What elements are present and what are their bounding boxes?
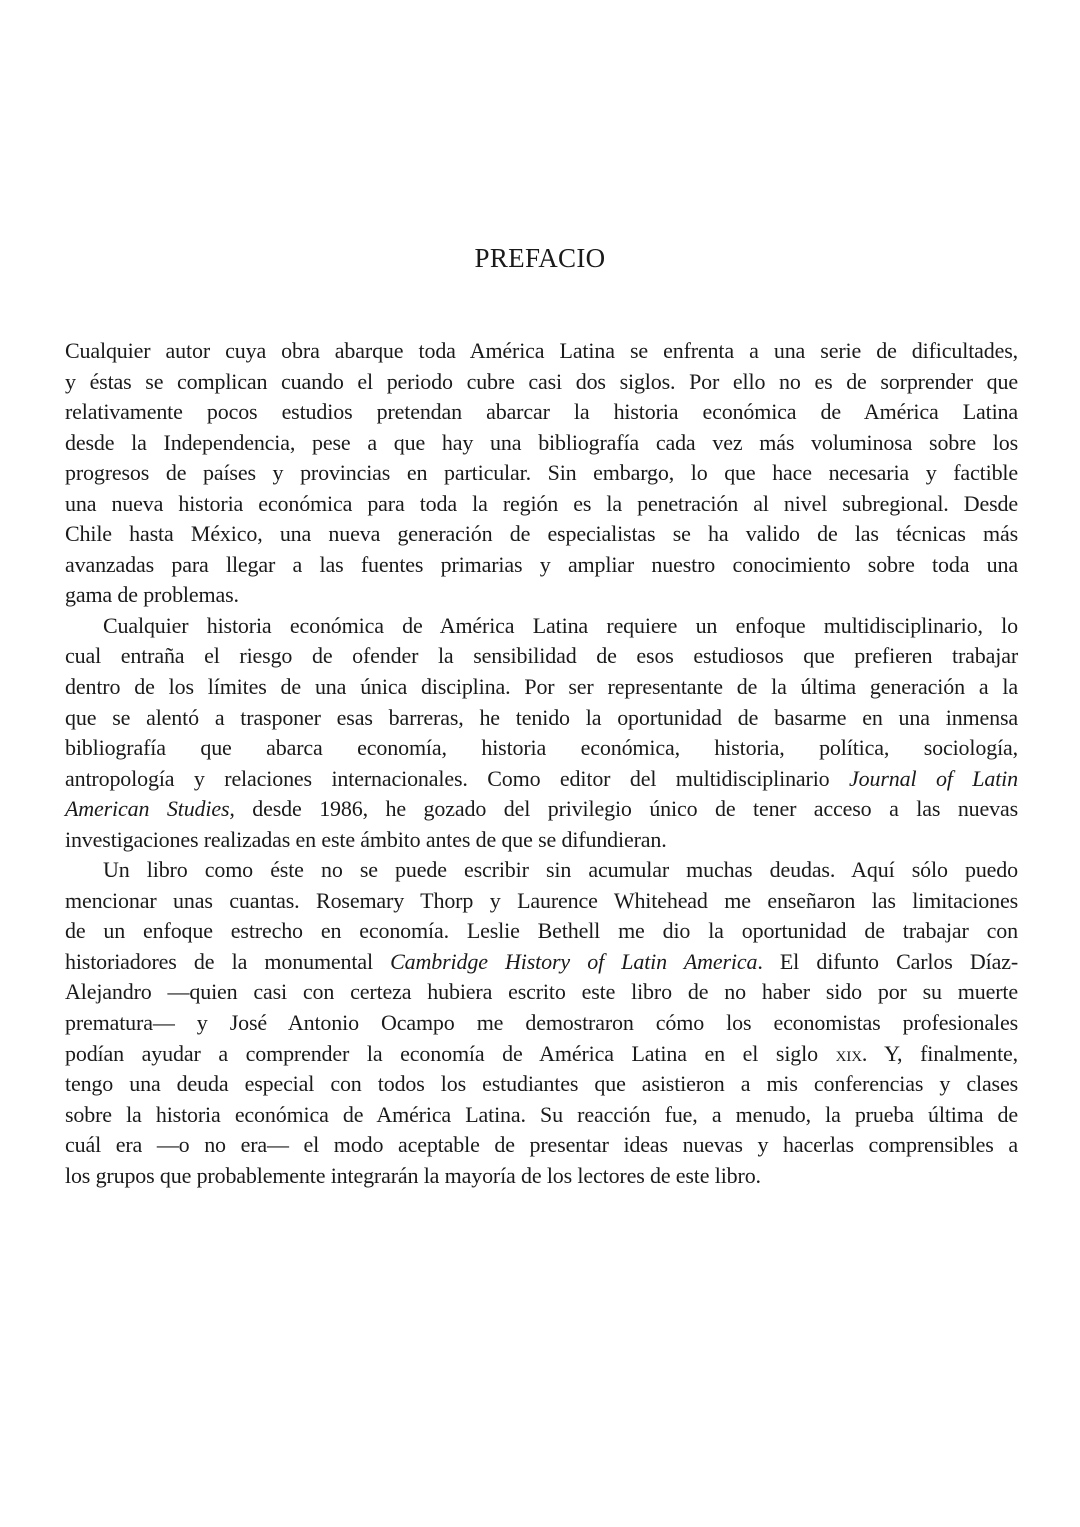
italic-title-text: Journal of Latin xyxy=(849,765,1018,791)
paragraph xyxy=(65,611,1018,855)
text-line xyxy=(65,1069,1018,1100)
text-segment: los grupos que probablemente integrarán la mayoría de los lectores de este libro. xyxy=(65,1162,761,1188)
text-segment: gama de problemas. xyxy=(65,582,239,608)
text-segment: de un enfoque estrecho en economía. Leslie Bethell me dio la oportunidad de trabajar con xyxy=(65,918,1018,944)
italic-title-text: American Studies, xyxy=(65,796,235,822)
text-segment: relativamente pocos estudios pretendan abarcar la historia económica de América Latina xyxy=(65,399,1018,425)
text-segment: historiadores de la monumental xyxy=(65,948,391,974)
text-line xyxy=(65,1039,1018,1070)
text-segment: Cualquier historia económica de América Latina requiere un enfoque multidisciplinario, lo xyxy=(103,612,1018,638)
text-line xyxy=(65,580,1018,611)
text-segment: desde 1986, he gozado del privilegio único de tener acceso a las nuevas xyxy=(234,796,1019,822)
text-segment: Cualquier autor cuya obra abarque toda América Latina se enfrenta a una serie de dificultades, xyxy=(65,338,1018,363)
text-segment: Un libro como éste no se puede escribir sin acumular muchas deudas. Aquí sólo puedo xyxy=(103,857,1018,883)
text-segment: bibliografía que abarca economía, historia económica, historia, política, sociología, xyxy=(65,735,1018,761)
text-segment: investigaciones realizadas en este ámbito antes de que se difundieran. xyxy=(65,826,667,852)
text-line xyxy=(65,519,1018,550)
text-segment: . Y, finalmente, xyxy=(861,1040,1018,1066)
text-line xyxy=(65,703,1018,734)
text-line xyxy=(65,397,1018,428)
text-segment: antropología y relaciones internacionales. Como editor del multidisciplinario xyxy=(65,765,850,791)
text-segment: tengo una deuda especial con todos los estudiantes que asistieron a mis conferencias y clases xyxy=(65,1071,1018,1097)
italic-title-text: Cambridge History of Latin America xyxy=(390,948,758,974)
text-segment: prematura— y José Antonio Ocampo me demostraron cómo los economistas profesionales xyxy=(65,1010,1018,1036)
text-segment: cuál era —o no era— el modo aceptable de presentar ideas nuevas y hacerlas comprensibles a xyxy=(65,1132,1018,1158)
text-line xyxy=(65,916,1018,947)
text-line xyxy=(65,458,1018,489)
text-segment: una nueva historia económica para toda la región es la penetración al nivel subregional. Desde xyxy=(65,490,1018,516)
text-line xyxy=(65,672,1018,703)
text-segment: . El difunto Carlos Díaz- xyxy=(757,948,1018,974)
text-line xyxy=(65,733,1018,764)
text-line xyxy=(65,367,1018,398)
text-line xyxy=(65,886,1018,917)
text-line xyxy=(65,1008,1018,1039)
text-segment: desde la Independencia, pese a que hay una bibliografía cada vez más voluminosa sobre los xyxy=(65,429,1018,455)
text-line xyxy=(65,1100,1018,1131)
text-line xyxy=(65,336,1018,367)
paragraph xyxy=(65,855,1018,1191)
text-segment: dentro de los límites de una única disciplina. Por ser representante de la última generación a la xyxy=(65,674,1018,700)
page-title: PREFACIO xyxy=(474,243,606,273)
text-line xyxy=(65,794,1018,825)
text-segment: avanzadas para llegar a las fuentes primarias y ampliar nuestro conocimiento sobre toda una xyxy=(65,551,1018,577)
text-segment: cual entraña el riesgo de ofender la sensibilidad de esos estudiosos que prefieren trabajar xyxy=(65,643,1018,669)
text-segment: y éstas se complican cuando el periodo cubre casi dos siglos. Por ello no es de sorprender que xyxy=(65,368,1018,394)
text-line xyxy=(65,825,1018,856)
paragraph xyxy=(65,336,1018,611)
text-segment: podían ayudar a comprender la economía de América Latina en el siglo xyxy=(65,1040,836,1066)
text-segment: Alejandro —quien casi con certeza hubiera escrito este libro de no haber sido por su muerte xyxy=(65,979,1018,1005)
text-line xyxy=(65,977,1018,1008)
text-segment: Chile hasta México, una nueva generación de especialistas se ha valido de las técnicas más xyxy=(65,521,1018,547)
text-line xyxy=(65,855,1018,886)
preface-body xyxy=(65,336,1018,1191)
text-line xyxy=(65,611,1018,642)
text-line xyxy=(65,947,1018,978)
text-line xyxy=(65,550,1018,581)
text-segment: sobre la historia económica de América Latina. Su reacción fue, a menudo, la prueba última de xyxy=(65,1101,1018,1127)
text-line xyxy=(65,641,1018,672)
text-line xyxy=(65,489,1018,520)
text-segment: mencionar unas cuantas. Rosemary Thorp y Laurence Whitehead me enseñaron las limitaciones xyxy=(65,887,1018,913)
text-segment: que se alentó a trasponer esas barreras, he tenido la oportunidad de basarme en una inmensa xyxy=(65,704,1018,730)
text-line xyxy=(65,428,1018,459)
text-line xyxy=(65,1161,1018,1192)
text-segment: xix xyxy=(835,1040,862,1066)
text-segment: progresos de países y provincias en particular. Sin embargo, lo que hace necesaria y factible xyxy=(65,460,1018,486)
text-line xyxy=(65,1130,1018,1161)
text-line xyxy=(65,764,1018,795)
